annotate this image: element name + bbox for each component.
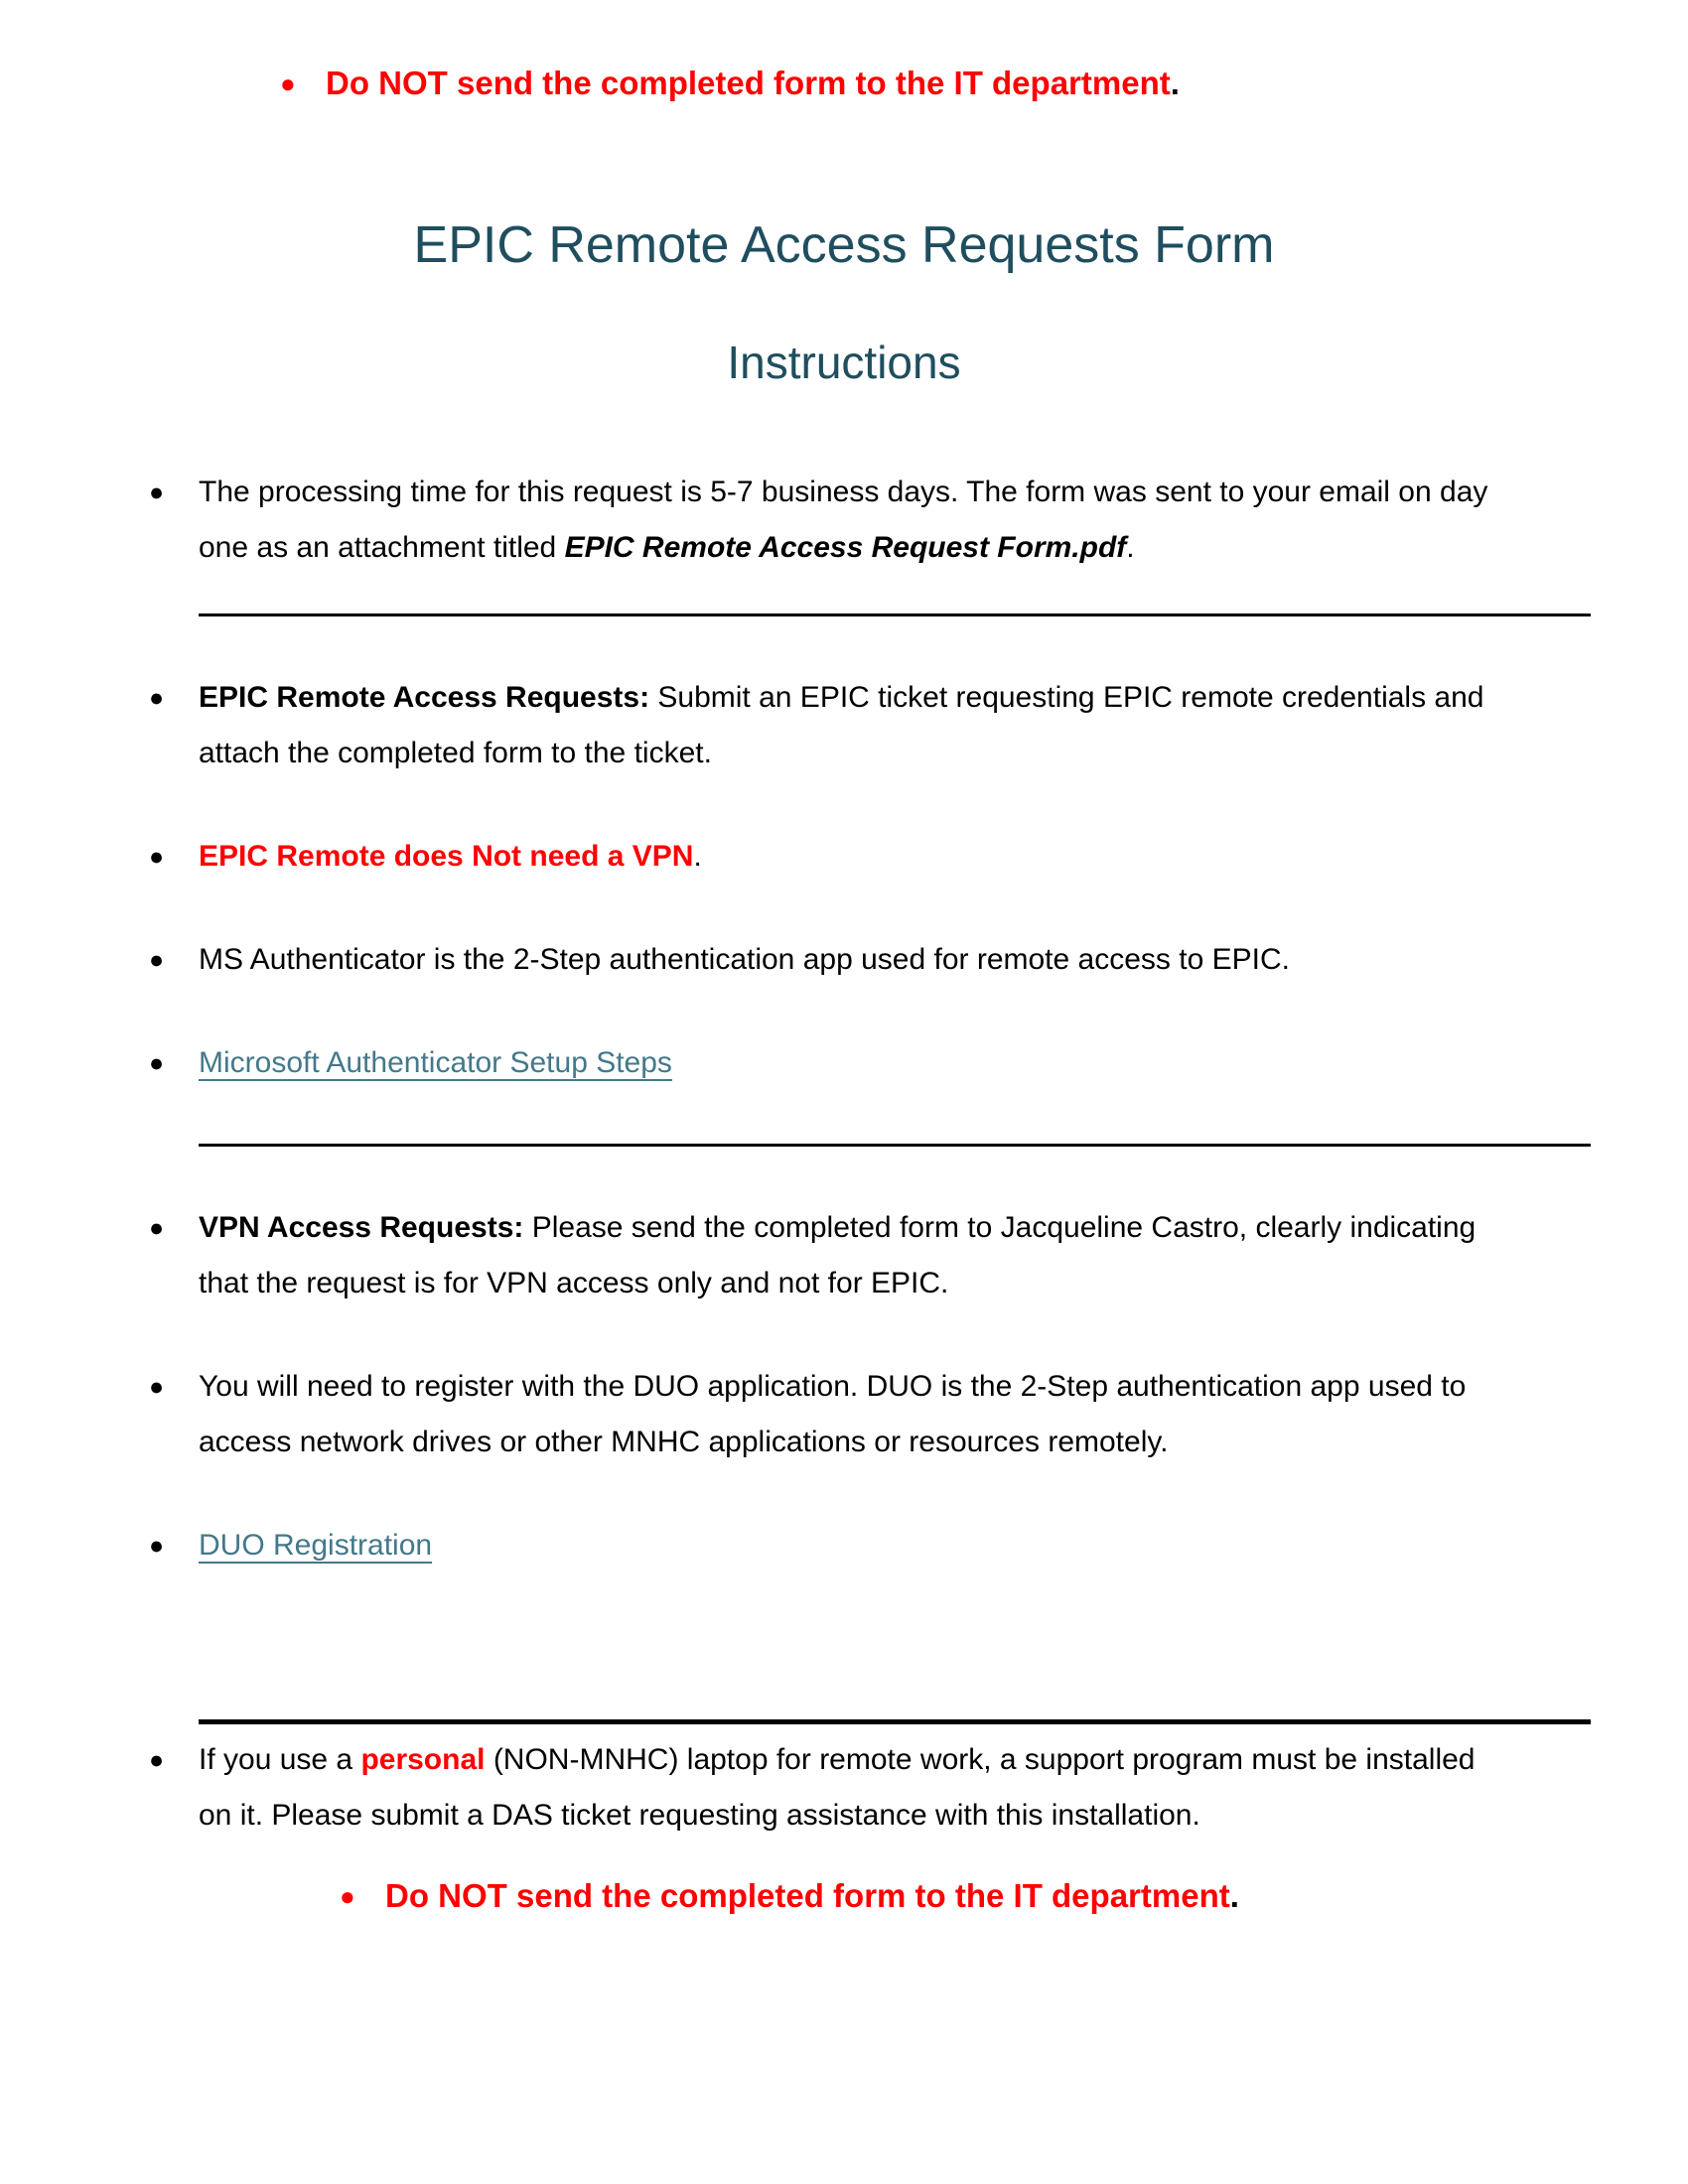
body-text: . xyxy=(1126,531,1135,564)
list-item-text xyxy=(199,465,1499,576)
page-subtitle: Instructions xyxy=(727,337,961,388)
list-item-processing-time xyxy=(149,465,1688,576)
list-item-text: MS Authenticator is the 2-Step authentication app used for remote access to EPIC. xyxy=(199,943,1290,976)
personal-red-text: personal xyxy=(360,1743,486,1776)
no-vpn-red-text: EPIC Remote does Not need a VPN xyxy=(199,840,694,873)
lead-label: VPN Access Requests: xyxy=(199,1211,524,1244)
list-item-personal-laptop xyxy=(149,1732,1688,1843)
lead-label: EPIC Remote Access Requests: xyxy=(199,681,650,714)
bullet-icon: ● xyxy=(149,684,165,712)
divider xyxy=(199,1144,1591,1147)
warning-red-text: Do NOT send the completed form to the IT department xyxy=(385,1877,1230,1914)
bullet-icon: ● xyxy=(149,1214,165,1242)
bullet-icon: ● xyxy=(280,68,296,98)
ms-authenticator-setup-link[interactable]: Microsoft Authenticator Setup Steps xyxy=(199,1046,672,1079)
body-text: . xyxy=(693,840,702,873)
list-item-epic-requests xyxy=(149,670,1688,781)
list-item-text xyxy=(199,1035,672,1091)
bottom-warning-text xyxy=(385,1874,1239,1918)
list-item-no-vpn xyxy=(149,829,1688,885)
top-warning-text xyxy=(326,62,1180,105)
duo-registration-link[interactable]: DUO Registration xyxy=(199,1529,433,1562)
bullet-icon: ● xyxy=(149,478,165,506)
list-item-text: You will need to register with the DUO application. DUO is the 2-Step authentication app used to access network drives or other MNHC applications or resources remotely. xyxy=(199,1370,1467,1458)
list-item-ms-authenticator xyxy=(149,932,1688,988)
divider xyxy=(199,614,1591,616)
bullet-icon: ● xyxy=(149,946,165,974)
attachment-title-emphasis: EPIC Remote Access Request Form.pdf xyxy=(564,531,1127,564)
body-text: Please send the completed form to Jacqueline Castro, clearly indicating that the request is for VPN access only and not for EPIC. xyxy=(199,1211,1477,1299)
bullet-icon: ● xyxy=(149,1373,165,1401)
list-item-ms-auth-link xyxy=(149,1035,1688,1091)
list-item-duo-registration-info xyxy=(149,1359,1688,1470)
body-text: Submit an EPIC ticket requesting EPIC remote credentials and attach the completed form to the ticket. xyxy=(199,681,1484,769)
bullet-icon: ● xyxy=(149,1049,165,1077)
bullet-icon: ● xyxy=(340,1881,355,1911)
list-item-vpn-requests xyxy=(149,1200,1688,1311)
page-title: EPIC Remote Access Requests Form xyxy=(413,216,1275,274)
warning-period: . xyxy=(1170,65,1180,101)
divider xyxy=(199,1719,1591,1724)
warning-period: . xyxy=(1229,1877,1239,1914)
instructions-list xyxy=(0,465,1688,1843)
body-text: If you use a xyxy=(199,1743,361,1776)
list-item-text xyxy=(199,670,1499,781)
bottom-warning xyxy=(340,1874,1688,1918)
bullet-icon: ● xyxy=(149,1746,165,1774)
body-text: (NON-MNHC) laptop for remote work, a support program must be installed on it. Please submit a DAS ticket requesting assistance with this installation. xyxy=(199,1743,1476,1832)
top-warning xyxy=(280,62,1688,105)
list-item-text xyxy=(199,1732,1499,1843)
list-item-text xyxy=(199,1518,432,1573)
body-text: The processing time for this request is 5-7 business days. The form was sent to your email on day one as an attachment titled xyxy=(199,476,1488,564)
bullet-icon: ● xyxy=(149,843,165,871)
list-item-text xyxy=(199,829,702,885)
list-item-duo-link xyxy=(149,1518,1688,1573)
list-item-text xyxy=(199,1200,1499,1311)
bullet-icon: ● xyxy=(149,1532,165,1560)
warning-red-text: Do NOT send the completed form to the IT department xyxy=(326,65,1171,101)
